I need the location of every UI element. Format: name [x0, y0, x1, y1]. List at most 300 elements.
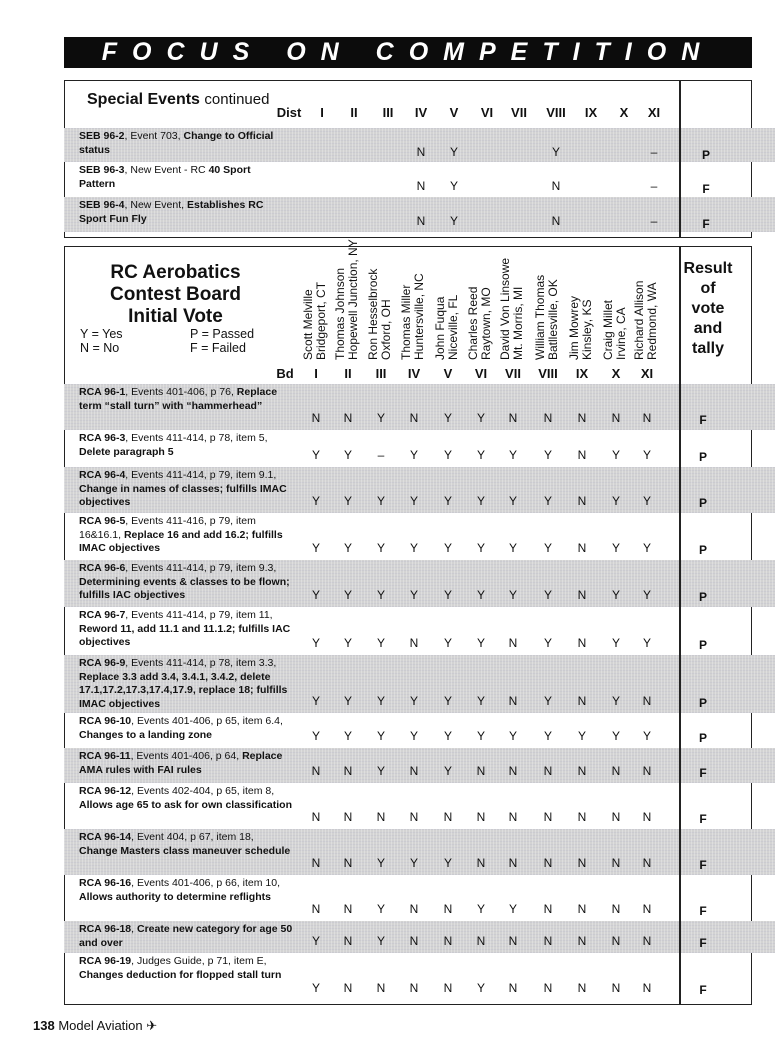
vote-cell: Y: [642, 448, 652, 462]
vote-cell: Y: [611, 636, 621, 650]
vote-cell: N: [577, 448, 587, 462]
vote-cell: N: [551, 214, 561, 228]
vote-cell: N: [543, 902, 553, 916]
row-description: [79, 785, 294, 812]
member-name: Ron Hesselbrock: [366, 268, 380, 360]
vote-cell: N: [577, 902, 587, 916]
vote-cell: Y: [543, 636, 553, 650]
page-number: 138: [33, 1018, 55, 1033]
vote-cell: Y: [343, 541, 353, 555]
proposal-id: RCA 96-18: [79, 923, 132, 935]
vote-cell: Y: [311, 694, 321, 708]
vote-cell: N: [577, 764, 587, 778]
result-cell: F: [699, 766, 707, 780]
column-header: Dist: [276, 105, 302, 120]
vote-cell: Y: [409, 541, 419, 555]
vote-cell: Y: [508, 494, 518, 508]
column-header: II: [344, 366, 352, 381]
vote-cell: Y: [311, 494, 321, 508]
proposal-reference: , Events 411-414, p 79, item 9.1,: [125, 469, 277, 481]
vote-cell: N: [577, 411, 587, 425]
proposal-title: Reword 11, add 11.1 and 11.1.2; fulfills IAC objectives: [79, 622, 291, 648]
column-header: VI: [480, 105, 494, 120]
column-header: VIII: [546, 105, 566, 120]
member-name-rotated: [534, 275, 560, 360]
vote-cell: Y: [443, 694, 453, 708]
vote-cell: Y: [611, 729, 621, 743]
row-description: [79, 164, 279, 191]
vote-cell: N: [443, 981, 453, 995]
vote-cell: N: [642, 810, 652, 824]
proposal-title: Replace AMA rules with FAI rules: [79, 750, 283, 776]
vote-cell: N: [508, 636, 518, 650]
vote-cell: Y: [508, 902, 518, 916]
vote-cell: Y: [343, 729, 353, 743]
vote-cell: Y: [376, 934, 386, 948]
proposal-title: Changes to a landing zone: [79, 728, 213, 741]
member-name: John Fuqua: [433, 296, 447, 360]
vote-cell: N: [343, 810, 353, 824]
member-city: Niceville, FL: [446, 294, 460, 360]
vote-cell: Y: [443, 588, 453, 602]
row-description: [79, 130, 279, 157]
proposal-reference: , Events 411-414, p 79, item 9.3,: [125, 562, 277, 574]
vote-cell: Y: [476, 448, 486, 462]
vote-cell: N: [543, 934, 553, 948]
vote-cell: N: [343, 856, 353, 870]
proposal-id: RCA 96-19: [79, 955, 132, 967]
proposal-id: RCA 96-1: [79, 386, 126, 398]
result-header-line: vote: [691, 300, 725, 317]
vote-cell: N: [409, 636, 419, 650]
proposal-id: RCA 96-9: [79, 657, 126, 669]
proposal-reference: , Events 402-404, p 65, item 8,: [131, 785, 275, 797]
vote-cell: N: [577, 694, 587, 708]
vote-cell: Y: [443, 541, 453, 555]
proposal-title: Change to Official status: [79, 130, 274, 156]
member-name: Charles Reed: [466, 286, 480, 360]
vote-cell: Y: [476, 902, 486, 916]
vote-cell: Y: [611, 448, 621, 462]
vote-cell: Y: [611, 588, 621, 602]
member-city: Raytown, MO: [479, 287, 493, 360]
vote-cell: Y: [409, 729, 419, 743]
proposal-id: RCA 96-11: [79, 750, 131, 762]
vote-cell: N: [508, 694, 518, 708]
proposal-id: RCA 96-6: [79, 562, 126, 574]
proposal-reference: , Events 411-416, p 79, item 16&16.1,: [79, 515, 256, 541]
proposal-title: Replace 16 and add 16.2; fulfills IMAC objectives: [79, 528, 283, 554]
vote-cell: N: [642, 694, 652, 708]
vote-cell: N: [642, 764, 652, 778]
legend-failed: F = Failed: [190, 341, 246, 355]
vote-cell: N: [343, 764, 353, 778]
vote-cell: N: [611, 902, 621, 916]
vote-cell: N: [311, 764, 321, 778]
vote-cell: Y: [376, 902, 386, 916]
vote-cell: Y: [508, 448, 518, 462]
member-city: Redmond, WA: [645, 282, 659, 360]
vote-cell: N: [611, 764, 621, 778]
member-name: Jim Mowrey: [567, 295, 581, 360]
member-name-rotated: [434, 295, 460, 360]
row-description: [79, 750, 294, 777]
column-header: V: [449, 105, 459, 120]
vote-cell: N: [311, 902, 321, 916]
vote-cell: Y: [376, 729, 386, 743]
vote-cell: Y: [611, 541, 621, 555]
vote-cell: N: [577, 541, 587, 555]
vote-cell: Y: [443, 448, 453, 462]
row-description: [79, 877, 294, 904]
row-description: [79, 955, 294, 982]
vote-cell: Y: [543, 588, 553, 602]
column-header: X: [611, 366, 621, 381]
board-title-line: Contest Board: [110, 284, 241, 305]
vote-cell: Y: [376, 856, 386, 870]
vote-cell: N: [577, 856, 587, 870]
column-header: V: [443, 366, 453, 381]
vote-cell: Y: [409, 856, 419, 870]
vote-cell: Y: [543, 541, 553, 555]
result-cell: F: [702, 217, 710, 231]
vote-cell: Y: [449, 145, 459, 159]
board-title-line: Initial Vote: [128, 306, 223, 327]
vote-cell: Y: [311, 636, 321, 650]
column-header: I: [314, 366, 318, 381]
vote-cell: N: [543, 856, 553, 870]
vote-cell: –: [377, 448, 385, 462]
vote-cell: Y: [508, 588, 518, 602]
row-description: [79, 199, 279, 226]
special-events-title: Special Events: [87, 91, 200, 108]
member-name-rotated: [633, 281, 659, 360]
vote-cell: N: [343, 902, 353, 916]
member-city: Oxford, OH: [379, 299, 393, 360]
vote-cell: N: [311, 856, 321, 870]
vote-cell: N: [543, 411, 553, 425]
row-description: [79, 657, 294, 711]
vote-cell: Y: [343, 588, 353, 602]
vote-cell: N: [416, 179, 426, 193]
member-city: Batllesville, OK: [546, 279, 560, 360]
vote-cell: N: [577, 636, 587, 650]
vote-cell: Y: [311, 981, 321, 995]
vote-cell: –: [650, 179, 658, 193]
column-header: III: [375, 366, 387, 381]
vote-cell: Y: [476, 981, 486, 995]
vote-cell: Y: [409, 588, 419, 602]
legend-no: N = No: [80, 341, 120, 355]
vote-cell: Y: [577, 729, 587, 743]
proposal-title: Replace 3.3 add 3.4, 3.4.1, 3.4.2, delete 17.1,17.2,17.3,17.4,17.9, replace 18; fulfills IMAC objectives: [79, 670, 288, 710]
column-header: Bd: [276, 366, 294, 381]
vote-cell: N: [376, 810, 386, 824]
vote-cell: Y: [543, 729, 553, 743]
vote-cell: N: [409, 411, 419, 425]
vote-cell: N: [611, 856, 621, 870]
column-header: X: [619, 105, 629, 120]
vote-cell: Y: [376, 541, 386, 555]
vote-cell: Y: [543, 448, 553, 462]
result-cell: F: [702, 182, 710, 196]
proposal-id: SEB 96-2: [79, 130, 125, 142]
vote-cell: Y: [476, 541, 486, 555]
vote-cell: Y: [311, 934, 321, 948]
member-name-rotated: [499, 258, 525, 360]
vote-cell: Y: [443, 636, 453, 650]
vote-cell: Y: [476, 636, 486, 650]
vote-cell: N: [508, 981, 518, 995]
vote-cell: N: [543, 810, 553, 824]
vote-cell: N: [642, 902, 652, 916]
vote-cell: Y: [642, 636, 652, 650]
proposal-reference: , Events 411-414, p 78, item 5,: [125, 432, 268, 444]
vote-cell: Y: [409, 694, 419, 708]
row-description: [79, 562, 294, 603]
vote-cell: N: [577, 934, 587, 948]
vote-cell: Y: [443, 764, 453, 778]
vote-cell: N: [642, 411, 652, 425]
member-name-rotated: [568, 296, 594, 360]
proposal-id: RCA 96-4: [79, 469, 126, 481]
column-header: VII: [511, 105, 527, 120]
vote-cell: –: [650, 214, 658, 228]
row-description: [79, 609, 294, 650]
vote-cell: N: [443, 810, 453, 824]
member-name: Thomas Johnson: [333, 267, 347, 360]
section-banner: FOCUS ON COMPETITION: [64, 37, 752, 68]
vote-cell: N: [642, 856, 652, 870]
vote-cell: Y: [343, 636, 353, 650]
divider: [679, 80, 681, 238]
vote-cell: Y: [508, 729, 518, 743]
page-footer: [33, 1018, 157, 1034]
member-name-rotated: [367, 269, 393, 360]
member-name: Thomas Miller: [399, 284, 413, 360]
member-name: Richard Allison: [632, 280, 646, 360]
result-cell: P: [698, 696, 708, 710]
column-header: XI: [647, 105, 661, 120]
proposal-reference: , Events 401-406, p 65, item 6.4,: [131, 715, 283, 727]
result-cell: F: [699, 858, 707, 872]
legend-passed: P = Passed: [190, 327, 255, 341]
proposal-reference: , Events 401-406, p 66, item 10,: [131, 877, 280, 889]
column-header: III: [382, 105, 394, 120]
proposal-reference: , New Event,: [124, 199, 187, 211]
vote-cell: N: [443, 902, 453, 916]
member-city: Kinsley, KS: [580, 299, 594, 360]
vote-cell: Y: [311, 588, 321, 602]
member-city: Huntersville, NC: [412, 273, 426, 360]
vote-cell: Y: [443, 729, 453, 743]
member-city: Bridgeport, CT: [314, 281, 328, 360]
vote-cell: Y: [376, 636, 386, 650]
proposal-id: RCA 96-5: [79, 515, 126, 527]
member-name: William Thomas: [533, 274, 547, 360]
vote-cell: Y: [611, 494, 621, 508]
proposal-title: Allows age 65 to ask for own classification: [79, 798, 292, 811]
row-description: [79, 923, 294, 950]
vote-cell: Y: [443, 856, 453, 870]
row-description: [79, 469, 294, 510]
vote-cell: Y: [376, 764, 386, 778]
member-name: Scott Melville: [301, 289, 315, 360]
special-events-heading: [87, 91, 269, 109]
vote-cell: N: [577, 810, 587, 824]
member-name-rotated: [467, 287, 493, 360]
row-description: [79, 831, 294, 858]
vote-cell: Y: [311, 729, 321, 743]
member-city: Irvine, CA: [614, 307, 628, 360]
vote-cell: Y: [476, 588, 486, 602]
result-cell: F: [699, 413, 707, 427]
result-header-line: and: [693, 320, 723, 337]
vote-cell: N: [508, 934, 518, 948]
member-name-rotated: [334, 239, 360, 360]
vote-cell: N: [409, 902, 419, 916]
vote-cell: Y: [543, 694, 553, 708]
result-cell: F: [699, 936, 707, 950]
vote-cell: N: [343, 934, 353, 948]
vote-cell: Y: [642, 494, 652, 508]
proposal-reference: , Events 411-414, p 78, item 3.3,: [125, 657, 277, 669]
proposal-title: Change Masters class maneuver schedule: [79, 844, 291, 857]
column-header: VII: [505, 366, 521, 381]
proposal-title: Replace term “stall turn” with “hammerhead”: [79, 386, 278, 412]
result-cell: P: [698, 638, 708, 652]
vote-cell: Y: [343, 494, 353, 508]
vote-cell: N: [311, 411, 321, 425]
vote-cell: Y: [343, 448, 353, 462]
vote-cell: N: [611, 411, 621, 425]
vote-cell: Y: [376, 694, 386, 708]
vote-cell: Y: [376, 494, 386, 508]
member-name-rotated: [602, 300, 628, 360]
vote-cell: N: [376, 981, 386, 995]
result-cell: F: [699, 812, 707, 826]
vote-cell: Y: [409, 494, 419, 508]
vote-cell: Y: [508, 541, 518, 555]
proposal-id: RCA 96-14: [79, 831, 132, 843]
vote-cell: Y: [476, 694, 486, 708]
publication-name: Model Aviation: [58, 1018, 143, 1033]
vote-cell: N: [409, 981, 419, 995]
vote-cell: N: [508, 856, 518, 870]
vote-cell: N: [476, 764, 486, 778]
vote-cell: N: [642, 934, 652, 948]
vote-cell: N: [642, 981, 652, 995]
vote-cell: Y: [443, 411, 453, 425]
vote-cell: Y: [376, 588, 386, 602]
vote-cell: N: [577, 494, 587, 508]
result-cell: F: [699, 983, 707, 997]
proposal-reference: ,: [131, 923, 137, 935]
vote-cell: N: [508, 764, 518, 778]
result-cell: P: [698, 590, 708, 604]
divider: [679, 246, 681, 1005]
proposal-title: 40 Sport Pattern: [79, 164, 251, 190]
result-header-line: tally: [691, 340, 724, 357]
column-header: XI: [640, 366, 654, 381]
result-cell: F: [699, 904, 707, 918]
proposal-reference: , Events 411-414, p 79, item 11,: [125, 609, 273, 621]
column-header: IX: [584, 105, 598, 120]
result-cell: P: [698, 496, 708, 510]
board-title-line: RC Aerobatics: [110, 262, 241, 283]
vote-cell: Y: [343, 694, 353, 708]
proposal-title: Delete paragraph 5: [79, 445, 174, 458]
vote-cell: Y: [642, 729, 652, 743]
proposal-title: Allows authority to determine reflights: [79, 890, 271, 903]
vote-cell: Y: [476, 411, 486, 425]
proposal-reference: , Events 401-406, p 64,: [130, 750, 243, 762]
airplane-icon: ✈: [146, 1018, 158, 1033]
vote-cell: N: [543, 981, 553, 995]
member-city: Hopewell Junction, NY: [346, 239, 360, 360]
vote-cell: Y: [476, 729, 486, 743]
vote-cell: Y: [476, 494, 486, 508]
vote-cell: Y: [409, 448, 419, 462]
proposal-reference: , Event 703,: [124, 130, 184, 142]
vote-cell: N: [508, 810, 518, 824]
proposal-title: Changes deduction for flopped stall turn: [79, 968, 282, 981]
proposal-id: RCA 96-16: [79, 877, 132, 889]
vote-cell: N: [577, 981, 587, 995]
proposal-reference: , Judges Guide, p 71, item E,: [131, 955, 267, 967]
proposal-id: RCA 96-12: [79, 785, 132, 797]
vote-cell: N: [551, 179, 561, 193]
column-header: VI: [474, 366, 488, 381]
member-name: David Von Linsowe: [498, 257, 512, 360]
result-header-line: Result: [683, 260, 733, 277]
member-name-rotated: [400, 273, 426, 360]
member-name: Craig Millet: [601, 299, 615, 360]
vote-cell: Y: [642, 588, 652, 602]
vote-cell: N: [409, 810, 419, 824]
special-events-subtitle: continued: [204, 91, 270, 108]
proposal-id: SEB 96-4: [79, 199, 125, 211]
column-header: VIII: [538, 366, 558, 381]
result-header: [680, 259, 736, 359]
vote-cell: Y: [543, 494, 553, 508]
vote-cell: Y: [449, 179, 459, 193]
vote-cell: –: [650, 145, 658, 159]
vote-cell: N: [416, 214, 426, 228]
vote-cell: N: [311, 810, 321, 824]
proposal-id: RCA 96-10: [79, 715, 132, 727]
member-name-rotated: [302, 282, 328, 360]
vote-cell: N: [476, 856, 486, 870]
vote-cell: N: [611, 934, 621, 948]
vote-cell: Y: [449, 214, 459, 228]
vote-cell: Y: [443, 494, 453, 508]
vote-cell: N: [577, 588, 587, 602]
vote-cell: N: [343, 981, 353, 995]
vote-cell: N: [508, 411, 518, 425]
proposal-reference: , Event 404, p 67, item 18,: [131, 831, 254, 843]
column-header: I: [320, 105, 324, 120]
row-description: [79, 515, 294, 556]
vote-cell: Y: [376, 411, 386, 425]
vote-cell: N: [409, 764, 419, 778]
column-header: IV: [407, 366, 421, 381]
proposal-title: Determining events & classes to be flown; fulfills IAC objectives: [79, 575, 290, 601]
vote-cell: N: [409, 934, 419, 948]
proposal-reference: , New Event - RC: [124, 164, 209, 176]
board-title: [78, 262, 273, 328]
result-cell: P: [698, 450, 708, 464]
